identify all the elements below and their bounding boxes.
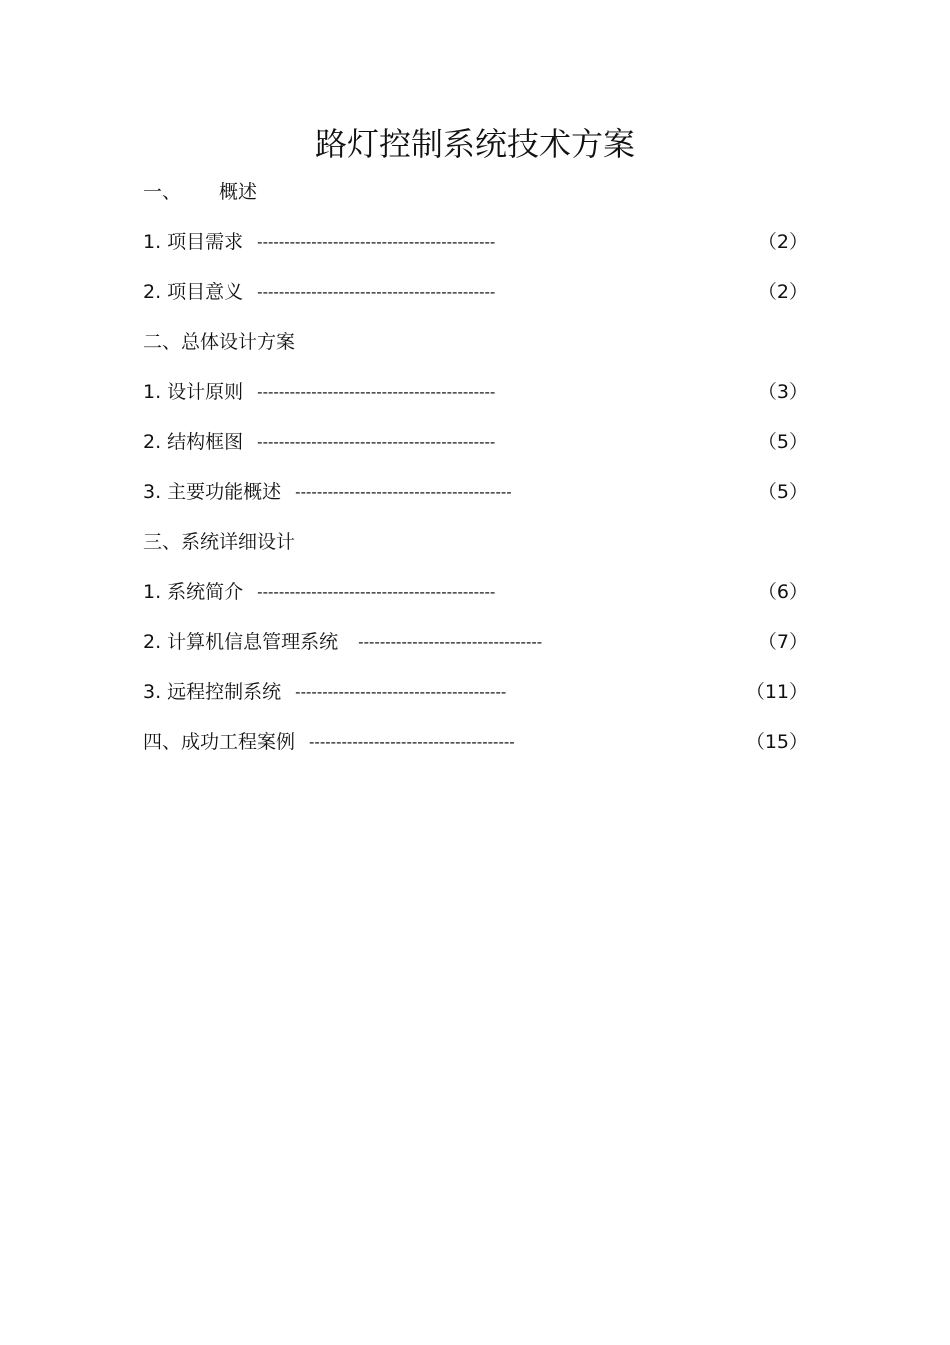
toc-item[interactable] (143, 472, 808, 522)
toc-item-label: 1. 项目需求 (143, 231, 244, 253)
toc-heading (143, 522, 808, 572)
toc-leader-dots: --------------------------------------- (295, 683, 507, 701)
toc-leader-dots: ---------------------------------------- (295, 483, 512, 501)
toc-item-label: 四、成功工程案例 (143, 731, 296, 753)
toc-item-label: 2. 计算机信息管理系统 (143, 631, 339, 653)
toc-leader-dots: -------------------------------------------- (257, 383, 496, 401)
toc-leader-dots: -------------------------------------------- (257, 583, 496, 601)
toc-item[interactable] (143, 372, 808, 422)
toc-leader-dots: -------------------------------------------- (257, 233, 496, 251)
toc-page-number: （5） (757, 481, 808, 503)
toc-item[interactable] (143, 272, 808, 322)
toc-item[interactable] (143, 722, 808, 772)
toc-heading (143, 322, 808, 372)
toc-page-number: （7） (757, 631, 808, 653)
toc-item-label: 3. 主要功能概述 (143, 481, 282, 503)
toc-item[interactable] (143, 222, 808, 272)
toc-leader-dots: ---------------------------------- (358, 633, 543, 651)
toc-item-label: 3. 远程控制系统 (143, 681, 282, 703)
toc-page-number: （11） (745, 681, 808, 703)
toc-page-number: （2） (757, 231, 808, 253)
toc-item[interactable] (143, 572, 808, 622)
toc-heading-overview (143, 172, 808, 222)
toc-item-label: 1. 系统简介 (143, 581, 244, 603)
toc-leader-dots: -------------------------------------- (309, 733, 515, 751)
toc-page-number: （6） (757, 581, 808, 603)
toc-item-label: 2. 结构框图 (143, 431, 244, 453)
table-of-contents (143, 172, 808, 772)
toc-page-number: （2） (757, 281, 808, 303)
toc-heading-label: 二、总体设计方案 (143, 331, 296, 353)
toc-page-number: （3） (757, 381, 808, 403)
toc-heading-label: 概述 (219, 181, 258, 203)
toc-page-number: （15） (745, 731, 808, 753)
document-title: 路灯控制系统技术方案 (314, 125, 635, 163)
toc-heading-number: 一、 (143, 181, 182, 203)
toc-leader-dots: -------------------------------------------- (257, 283, 496, 301)
toc-leader-dots: -------------------------------------------- (257, 433, 496, 451)
toc-item[interactable] (143, 672, 808, 722)
toc-item-label: 2. 项目意义 (143, 281, 244, 303)
toc-page-number: （5） (757, 431, 808, 453)
toc-item[interactable] (143, 622, 808, 672)
toc-heading-label: 三、系统详细设计 (143, 531, 296, 553)
toc-item[interactable] (143, 422, 808, 472)
toc-item-label: 1. 设计原则 (143, 381, 244, 403)
